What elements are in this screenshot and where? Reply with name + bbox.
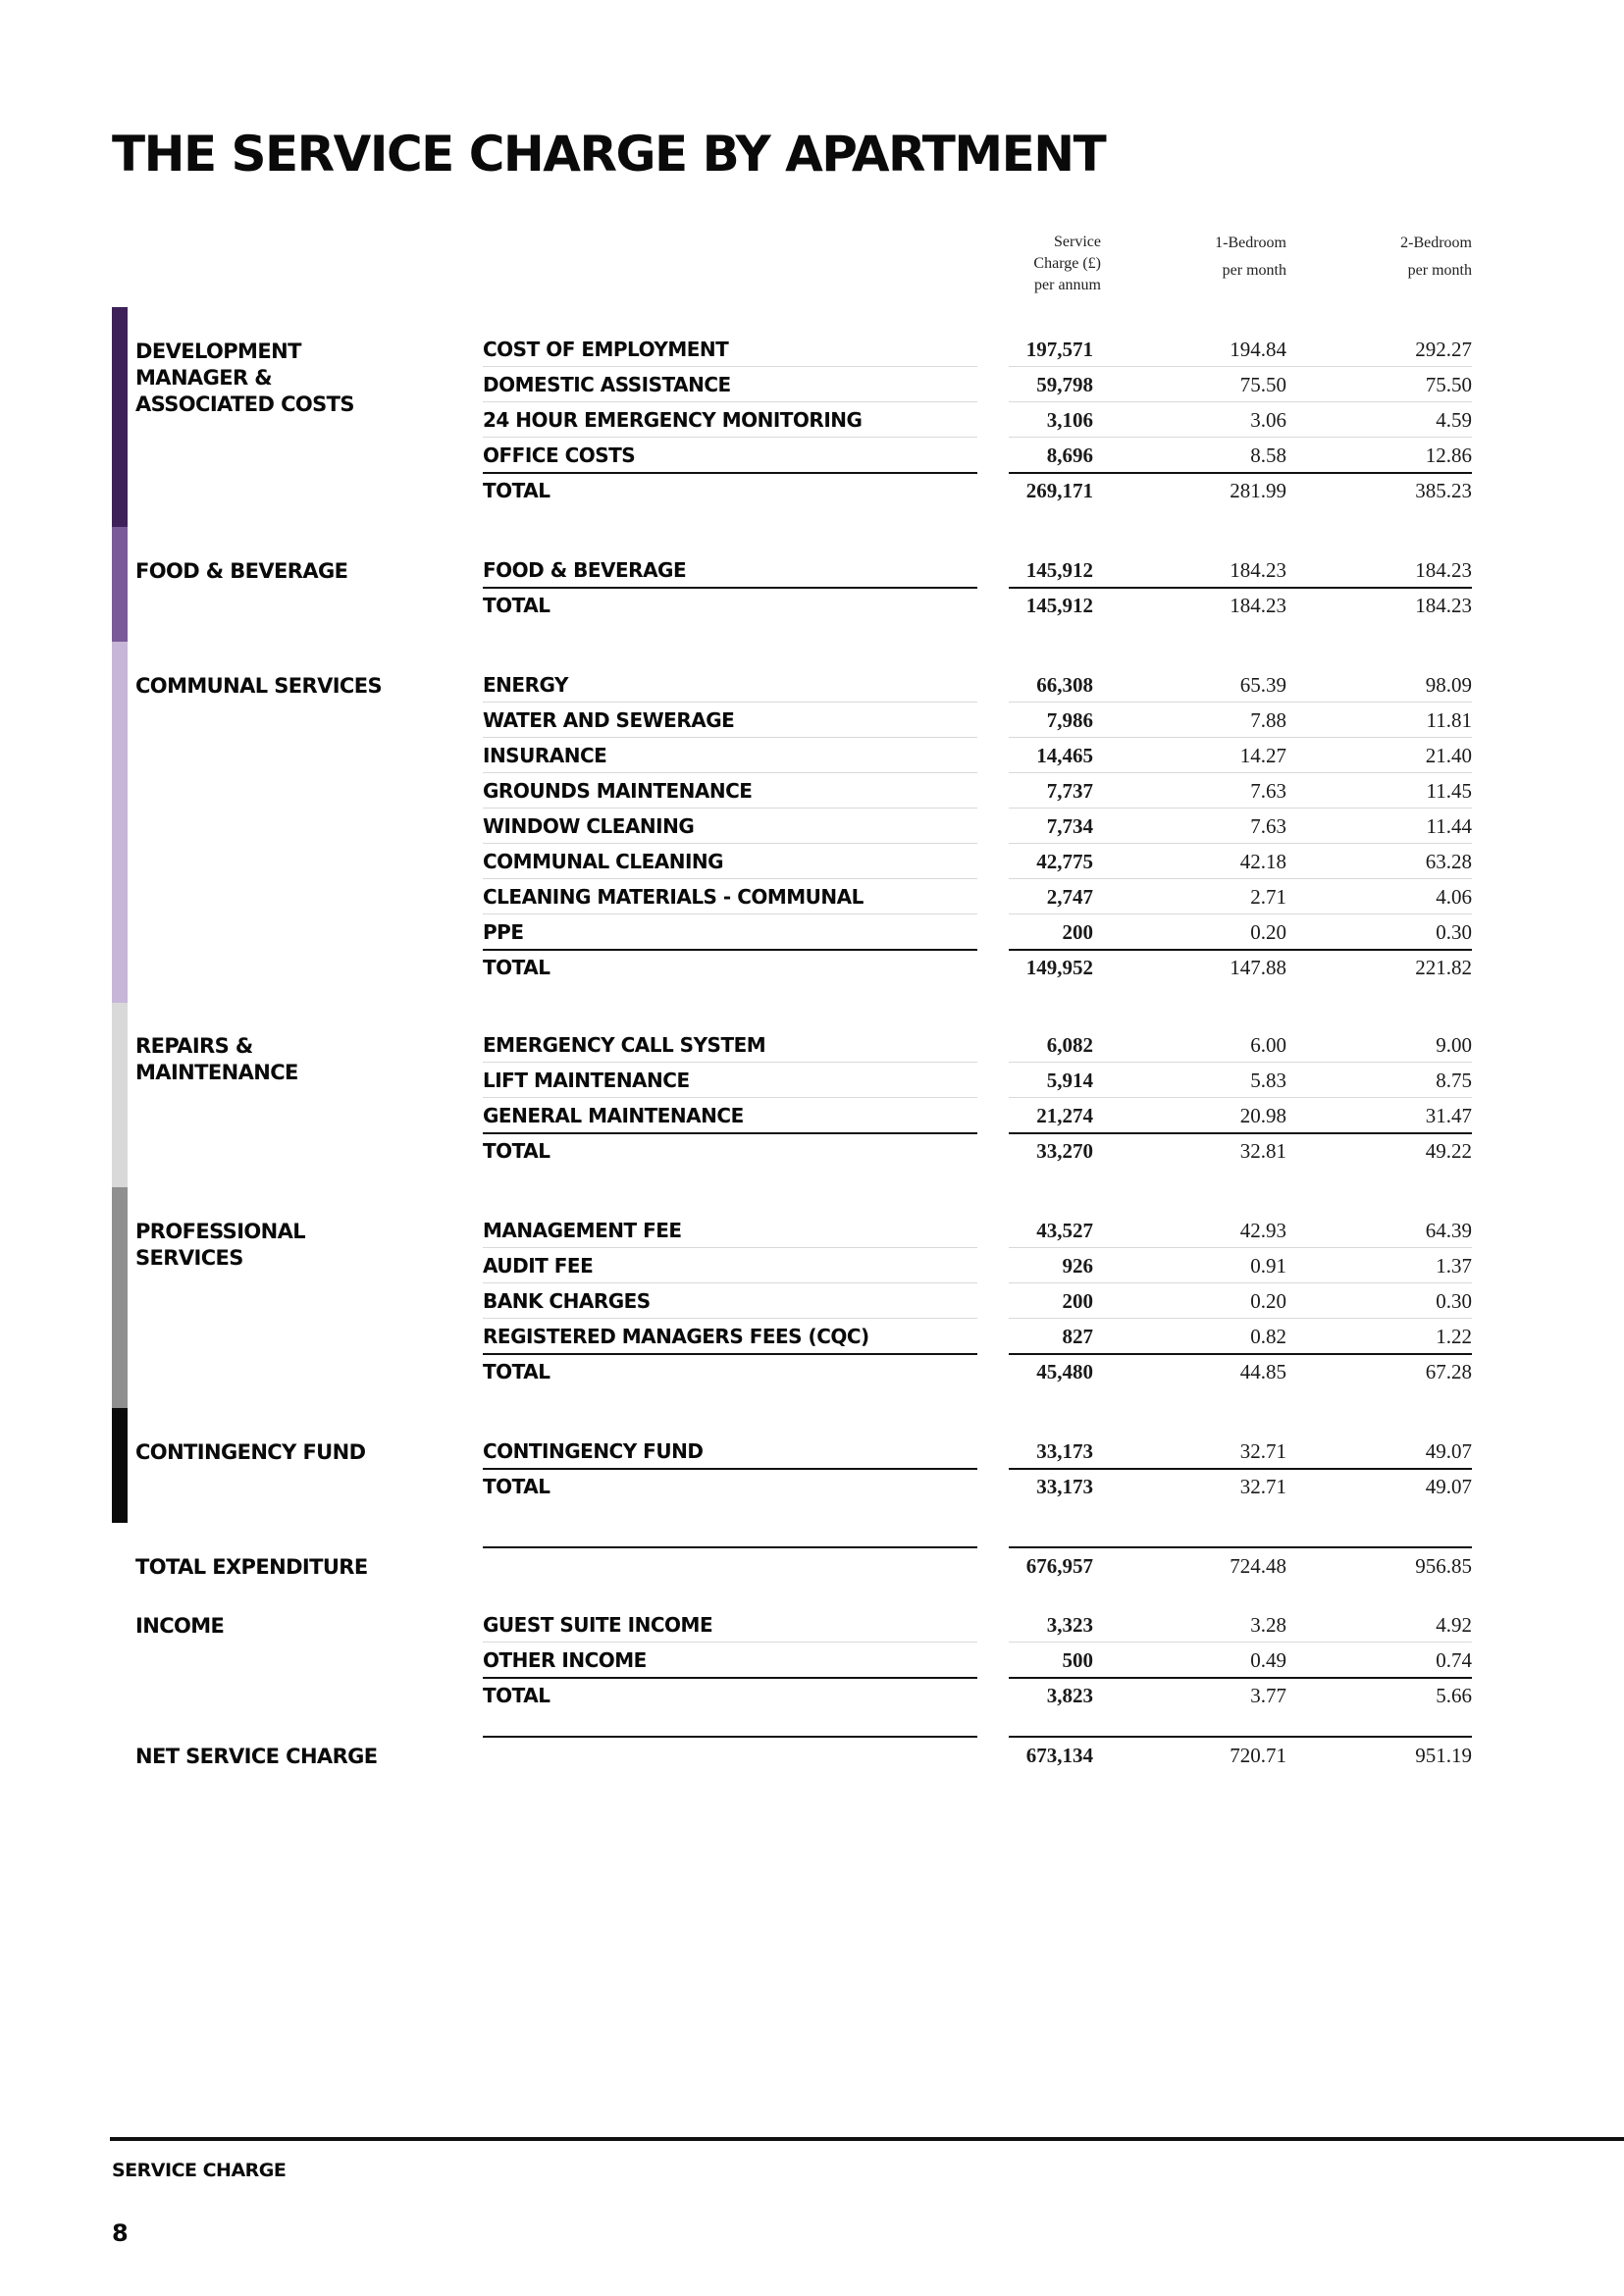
column-header-2-bedroom-line: 2-Bedroom <box>1400 235 1472 251</box>
table-row <box>483 553 1472 589</box>
two-bed-value: 0.30 <box>1436 920 1472 944</box>
two-bed-value: 64.39 <box>1425 1219 1472 1242</box>
table-row <box>483 1099 1472 1134</box>
row-label: COST OF EMPLOYMENT <box>483 333 977 367</box>
row-label: TOTAL <box>483 479 550 502</box>
row-label: INSURANCE <box>483 739 977 773</box>
two-bed-value: 49.22 <box>1425 1139 1472 1163</box>
row-label: WATER AND SEWERAGE <box>483 704 977 738</box>
annual-value: 33,173 <box>1036 1475 1093 1498</box>
category-communal-services <box>135 673 382 700</box>
table-row <box>483 1320 1472 1355</box>
row-label: 24 HOUR EMERGENCY MONITORING <box>483 403 977 438</box>
net-service-charge-row <box>483 1739 1472 1774</box>
annual-value: 7,737 <box>1046 779 1093 803</box>
one-bed-value: 281.99 <box>1230 479 1286 502</box>
annual-value: 145,912 <box>1025 594 1093 617</box>
row-label: TOTAL <box>483 1360 550 1383</box>
annual-value: 6,082 <box>1046 1033 1093 1057</box>
category-repairs-maintenance <box>135 1033 298 1086</box>
section-color-bar-repairs <box>112 1003 128 1187</box>
row-label: REGISTERED MANAGERS FEES (CQC) <box>483 1320 977 1355</box>
one-bed-value: 65.39 <box>1239 673 1286 697</box>
divider-rule <box>1009 1736 1472 1738</box>
two-bed-value: 184.23 <box>1415 558 1472 582</box>
annual-value: 8,696 <box>1046 444 1093 467</box>
annual-value: 21,274 <box>1036 1104 1093 1127</box>
two-bed-value: 12.86 <box>1425 444 1472 467</box>
row-label: TOTAL <box>483 1684 550 1707</box>
row-label: BANK CHARGES <box>483 1284 977 1319</box>
row-label: LIFT MAINTENANCE <box>483 1064 977 1098</box>
two-bed-value: 8.75 <box>1436 1069 1472 1092</box>
annual-value: 676,957 <box>1025 1554 1093 1578</box>
one-bed-value: 14.27 <box>1239 744 1286 767</box>
one-bed-value: 8.58 <box>1250 444 1286 467</box>
annual-value: 3,823 <box>1046 1684 1093 1707</box>
two-bed-value: 0.74 <box>1436 1648 1472 1672</box>
row-label: OTHER INCOME <box>483 1644 977 1679</box>
category-line: CONTINGENCY FUND <box>135 1440 366 1464</box>
category-line: FOOD & BEVERAGE <box>135 559 348 583</box>
table-row <box>483 774 1472 809</box>
annual-value: 2,747 <box>1046 885 1093 909</box>
table-row <box>483 1249 1472 1284</box>
one-bed-value: 184.23 <box>1230 558 1286 582</box>
two-bed-value: 67.28 <box>1425 1360 1472 1383</box>
table-row <box>483 1435 1472 1470</box>
category-total-expenditure: TOTAL EXPENDITURE <box>135 1555 368 1579</box>
total-expenditure-row <box>483 1549 1472 1585</box>
two-bed-value: 385.23 <box>1415 479 1472 502</box>
category-development-manager <box>135 339 354 418</box>
total-row <box>483 589 1472 624</box>
row-label: CONTINGENCY FUND <box>483 1435 977 1470</box>
annual-value: 149,952 <box>1025 956 1093 979</box>
category-professional-services <box>135 1219 305 1272</box>
one-bed-value: 0.82 <box>1250 1325 1286 1348</box>
table-row <box>483 333 1472 368</box>
one-bed-value: 3.77 <box>1250 1684 1286 1707</box>
one-bed-value: 32.71 <box>1239 1439 1286 1463</box>
row-label: COMMUNAL CLEANING <box>483 845 977 879</box>
category-line: DEVELOPMENT <box>135 339 301 363</box>
two-bed-value: 21.40 <box>1425 744 1472 767</box>
two-bed-value: 4.92 <box>1436 1613 1472 1637</box>
column-header-1-bedroom-line: 1-Bedroom <box>1215 235 1286 251</box>
table-row <box>483 1028 1472 1064</box>
row-label: TOTAL <box>483 594 550 617</box>
table-row <box>483 1644 1472 1679</box>
two-bed-value: 951.19 <box>1415 1744 1472 1767</box>
row-label: CLEANING MATERIALS - COMMUNAL <box>483 880 977 914</box>
category-line: REPAIRS & <box>135 1034 253 1058</box>
annual-value: 269,171 <box>1025 479 1093 502</box>
section-color-bar-professional <box>112 1187 128 1408</box>
row-label: WINDOW CLEANING <box>483 809 977 844</box>
table-row <box>483 439 1472 474</box>
table-row <box>483 880 1472 915</box>
category-line: MANAGER & <box>135 366 272 390</box>
table-row <box>483 845 1472 880</box>
two-bed-value: 11.45 <box>1426 779 1472 803</box>
section-color-bar-development <box>112 307 128 527</box>
table-row <box>483 1064 1472 1099</box>
total-row <box>483 1679 1472 1714</box>
table-row <box>483 668 1472 704</box>
category-line: PROFESSIONAL <box>135 1220 306 1243</box>
table-row <box>483 739 1472 774</box>
two-bed-value: 1.22 <box>1436 1325 1472 1348</box>
one-bed-value: 194.84 <box>1230 338 1286 361</box>
row-label: GENERAL MAINTENANCE <box>483 1099 977 1134</box>
one-bed-value: 184.23 <box>1230 594 1286 617</box>
column-header-1-bedroom-line: per month <box>1222 262 1286 279</box>
section-color-bar-food <box>112 527 128 642</box>
section-color-bar-communal <box>112 642 128 1003</box>
table-row <box>483 403 1472 439</box>
one-bed-value: 7.63 <box>1250 814 1286 838</box>
column-header-2-bedroom-line: per month <box>1407 262 1472 279</box>
table-row <box>483 809 1472 845</box>
annual-value: 3,106 <box>1046 408 1093 432</box>
row-label: PPE <box>483 915 977 951</box>
annual-value: 45,480 <box>1036 1360 1093 1383</box>
table-row <box>483 1214 1472 1249</box>
two-bed-value: 11.44 <box>1426 814 1472 838</box>
total-row <box>483 1355 1472 1390</box>
column-header-annual-line: Service <box>1054 234 1101 250</box>
table-row <box>483 704 1472 739</box>
table-row <box>483 368 1472 403</box>
one-bed-value: 7.63 <box>1250 779 1286 803</box>
one-bed-value: 42.93 <box>1239 1219 1286 1242</box>
one-bed-value: 0.20 <box>1250 1289 1286 1313</box>
two-bed-value: 11.81 <box>1426 708 1472 732</box>
two-bed-value: 63.28 <box>1425 850 1472 873</box>
annual-value: 7,734 <box>1046 814 1093 838</box>
total-row <box>483 1470 1472 1505</box>
row-label: ENERGY <box>483 668 977 703</box>
annual-value: 7,986 <box>1046 708 1093 732</box>
table-row <box>483 1608 1472 1644</box>
two-bed-value: 956.85 <box>1415 1554 1472 1578</box>
category-line: SERVICES <box>135 1246 243 1270</box>
one-bed-value: 6.00 <box>1250 1033 1286 1057</box>
one-bed-value: 42.18 <box>1239 850 1286 873</box>
two-bed-value: 1.37 <box>1436 1254 1472 1278</box>
category-line: ASSOCIATED COSTS <box>135 392 354 416</box>
divider-rule <box>483 1546 977 1548</box>
one-bed-value: 7.88 <box>1250 708 1286 732</box>
two-bed-value: 49.07 <box>1425 1475 1472 1498</box>
column-header-annual <box>989 232 1101 296</box>
total-row <box>483 951 1472 986</box>
row-label: TOTAL <box>483 1139 550 1163</box>
row-label: DOMESTIC ASSISTANCE <box>483 368 977 402</box>
annual-value: 33,173 <box>1036 1439 1093 1463</box>
annual-value: 673,134 <box>1025 1744 1093 1767</box>
annual-value: 5,914 <box>1046 1069 1093 1092</box>
annual-value: 66,308 <box>1036 673 1093 697</box>
category-line: COMMUNAL SERVICES <box>135 674 383 698</box>
row-label: FOOD & BEVERAGE <box>483 553 977 589</box>
divider-rule <box>483 1736 977 1738</box>
two-bed-value: 75.50 <box>1425 373 1472 396</box>
one-bed-value: 32.71 <box>1239 1475 1286 1498</box>
category-net-service-charge: NET SERVICE CHARGE <box>135 1745 378 1768</box>
row-label: AUDIT FEE <box>483 1249 977 1283</box>
category-contingency-fund <box>135 1439 365 1466</box>
one-bed-value: 32.81 <box>1239 1139 1286 1163</box>
two-bed-value: 221.82 <box>1415 956 1472 979</box>
one-bed-value: 3.28 <box>1250 1613 1286 1637</box>
two-bed-value: 31.47 <box>1425 1104 1472 1127</box>
annual-value: 145,912 <box>1025 558 1093 582</box>
table-row <box>483 915 1472 951</box>
one-bed-value: 147.88 <box>1230 956 1286 979</box>
annual-value: 59,798 <box>1036 373 1093 396</box>
two-bed-value: 4.06 <box>1436 885 1472 909</box>
column-header-annual-line: Charge (£) <box>1033 255 1101 272</box>
two-bed-value: 184.23 <box>1415 594 1472 617</box>
row-label: TOTAL <box>483 956 550 979</box>
annual-value: 500 <box>1062 1648 1093 1672</box>
annual-value: 14,465 <box>1036 744 1093 767</box>
annual-value: 827 <box>1062 1325 1093 1348</box>
one-bed-value: 720.71 <box>1230 1744 1286 1767</box>
one-bed-value: 2.71 <box>1250 885 1286 909</box>
annual-value: 42,775 <box>1036 850 1093 873</box>
column-header-2-bedroom <box>1354 230 1472 285</box>
two-bed-value: 5.66 <box>1436 1684 1472 1707</box>
two-bed-value: 49.07 <box>1425 1439 1472 1463</box>
two-bed-value: 98.09 <box>1425 673 1472 697</box>
one-bed-value: 0.49 <box>1250 1648 1286 1672</box>
section-color-bar-contingency <box>112 1408 128 1523</box>
one-bed-value: 5.83 <box>1250 1069 1286 1092</box>
category-income: INCOME <box>135 1614 225 1638</box>
column-header-annual-line: per annum <box>1034 277 1101 293</box>
two-bed-value: 9.00 <box>1436 1033 1472 1057</box>
two-bed-value: 0.30 <box>1436 1289 1472 1313</box>
row-label: TOTAL <box>483 1475 550 1498</box>
row-label: OFFICE COSTS <box>483 439 977 474</box>
one-bed-value: 0.20 <box>1250 920 1286 944</box>
footer-rule <box>110 2137 1624 2141</box>
category-line: MAINTENANCE <box>135 1061 298 1084</box>
annual-value: 3,323 <box>1046 1613 1093 1637</box>
one-bed-value: 44.85 <box>1239 1360 1286 1383</box>
table-row <box>483 1284 1472 1320</box>
annual-value: 926 <box>1062 1254 1093 1278</box>
annual-value: 200 <box>1062 1289 1093 1313</box>
page-number: 8 <box>112 2219 129 2247</box>
page-title: THE SERVICE CHARGE BY APARTMENT <box>112 126 1106 183</box>
row-label: MANAGEMENT FEE <box>483 1214 977 1248</box>
one-bed-value: 0.91 <box>1250 1254 1286 1278</box>
one-bed-value: 3.06 <box>1250 408 1286 432</box>
annual-value: 197,571 <box>1025 338 1093 361</box>
total-row <box>483 474 1472 509</box>
row-label: EMERGENCY CALL SYSTEM <box>483 1028 977 1063</box>
two-bed-value: 4.59 <box>1436 408 1472 432</box>
one-bed-value: 20.98 <box>1239 1104 1286 1127</box>
row-label: GUEST SUITE INCOME <box>483 1608 977 1643</box>
annual-value: 43,527 <box>1036 1219 1093 1242</box>
category-food-beverage <box>135 558 347 585</box>
annual-value: 200 <box>1062 920 1093 944</box>
divider-rule <box>1009 1546 1472 1548</box>
annual-value: 33,270 <box>1036 1139 1093 1163</box>
row-label: GROUNDS MAINTENANCE <box>483 774 977 809</box>
two-bed-value: 292.27 <box>1415 338 1472 361</box>
one-bed-value: 724.48 <box>1230 1554 1286 1578</box>
total-row <box>483 1134 1472 1170</box>
column-header-1-bedroom <box>1158 230 1286 285</box>
one-bed-value: 75.50 <box>1239 373 1286 396</box>
footer-section-label: SERVICE CHARGE <box>112 2160 287 2181</box>
